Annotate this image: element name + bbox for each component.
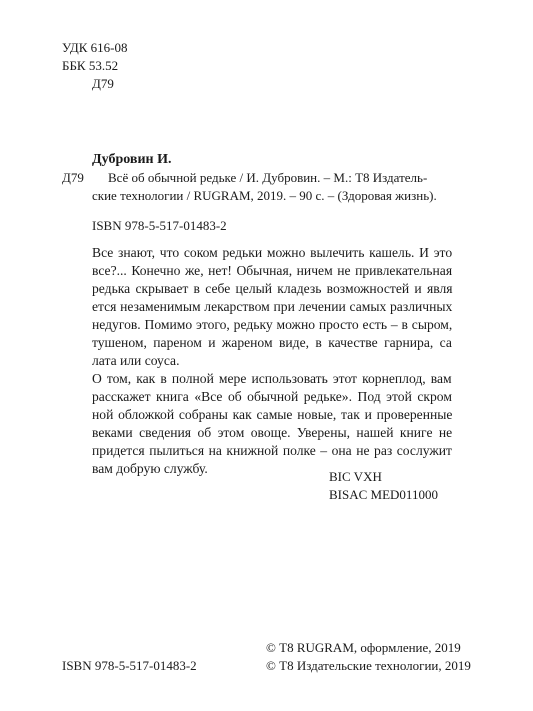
annotation-paragraph-2: [92, 370, 452, 478]
annotation-line: тушеном, пареном и жареном виде, в качестве гарнира, са: [92, 335, 452, 350]
annotation-line: О том, как в полной мере использовать этот корнеплод, вам: [92, 371, 452, 386]
annotation-paragraph-1: [92, 244, 452, 370]
catalog-line-1: Всё об обычной редьке / И. Дубровин. – М.: Т8 Издатель-: [108, 170, 428, 185]
annotation-line: ной обложкой собраны как самые новые, так и проверенные: [92, 407, 453, 422]
author-heading: Дубровин И.: [92, 152, 172, 167]
annotation-line: придется пылиться на книжной полке – она не раз сослужит: [92, 443, 452, 458]
annotation-line: ется незаменимым лекарством при лечении самых различных: [92, 299, 453, 314]
annotation-line: все?... Конечно же, нет! Обычная, ничем не привлекательная: [92, 263, 453, 278]
catalog-author-mark: Д79: [62, 170, 84, 185]
annotation-line: редька скрывает в себе целый кладезь возможностей и явля: [92, 281, 453, 296]
annotation-line: расскажет книга «Все об обычной редьке». Под этой скром: [92, 389, 452, 404]
annotation-line: недугов. Помимо этого, редьку можно просто есть – в сыром,: [92, 317, 453, 332]
annotation-line: лата или соуса.: [92, 353, 180, 368]
bbk-code: ББК 53.52: [62, 58, 119, 73]
bic-code: BIC VXH: [329, 469, 382, 484]
author-mark: Д79: [92, 76, 114, 91]
udk-code: УДК 616-08: [62, 40, 128, 55]
catalog-line-2: ские технологии / RUGRAM, 2019. – 90 с. – (Здоровая жизнь).: [92, 188, 437, 203]
copyright-publisher: © Т8 Издательские технологии, 2019: [266, 658, 471, 673]
copyright-design: © Т8 RUGRAM, оформление, 2019: [266, 640, 461, 655]
annotation-line: вам добрую службу.: [92, 461, 208, 476]
footer-isbn: ISBN 978-5-517-01483-2: [62, 658, 197, 673]
bisac-code: BISAC MED011000: [329, 487, 438, 502]
catalog-isbn: ISBN 978-5-517-01483-2: [92, 218, 227, 233]
annotation-line: веками сведения об этом овоще. Уверены, нашей книге не: [92, 425, 453, 440]
annotation-line: Все знают, что соком редьки можно вылечить кашель. И это: [92, 245, 453, 260]
